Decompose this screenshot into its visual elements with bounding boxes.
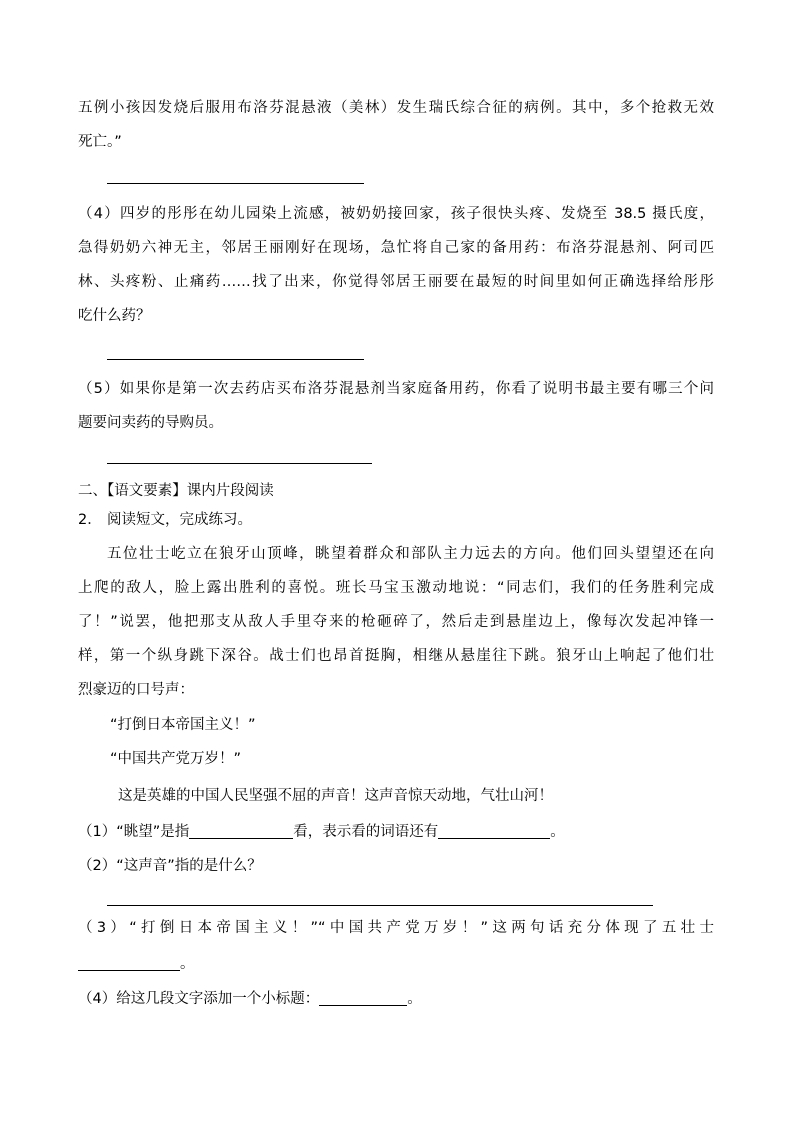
passage-line-4: 样，第一个纵身跳下深谷。战士们也昂首挺胸，相继从悬崖往下跳。狼牙山上响起了他们壮: [78, 648, 714, 664]
passage-closing: 这是英雄的中国人民坚强不屈的声音！这声音惊天动地，气壮山河！: [118, 788, 553, 804]
answer-line-3[interactable]: [107, 183, 364, 184]
question-3-end: 。: [180, 956, 195, 972]
question-4-line-2: 急得奶奶六神无主，邻居王丽刚好在现场，急忙将自己家的备用药：布洛芬混悬剂、阿司匹: [78, 240, 714, 256]
q-tail-line-2: 死亡。”: [78, 134, 122, 150]
passage-line-1: 五位壮士屹立在狼牙山顶峰，眺望着群众和部队主力远去的方向。他们回头望望还在向: [107, 546, 714, 562]
slogan-1: “打倒日本帝国主义！”: [110, 717, 256, 733]
slogan-2: “中国共产党万岁！”: [110, 751, 242, 767]
question-4-line-4: 吃什么药？: [78, 308, 151, 324]
answer-line-5[interactable]: [107, 463, 372, 464]
question-3-blank[interactable]: [78, 954, 180, 971]
answer-line-4[interactable]: [107, 359, 364, 360]
question-1-text-c: 。: [550, 824, 565, 840]
question-4-title-text: （4）给这几段文字添加一个小标题：: [78, 991, 320, 1007]
item-number: 2．: [78, 512, 102, 528]
question-2: （2）“这声音”指的是什么？: [78, 858, 262, 874]
question-2-answer-line[interactable]: [107, 905, 653, 906]
question-5-line-1: （5）如果你是第一次去药店买布洛芬混悬剂当家庭备用药，你看了说明书最主要有哪三个问: [78, 381, 714, 397]
passage-line-3: 了！”说罢，他把那支从敌人手里夺来的枪砸碎了，然后走到悬崖边上，像每次发起冲锋一: [78, 614, 714, 630]
question-4-title: [78, 989, 422, 1009]
question-1-text-b: 看，表示看的词语还有: [293, 824, 439, 840]
question-1-text-a: （1）“眺望”是指: [78, 824, 190, 840]
passage-line-2: 上爬的敌人，脸上露出胜利的喜悦。班长马宝玉激动地说：“同志们，我们的任务胜利完成: [78, 580, 714, 596]
question-3-line-2: [78, 954, 195, 974]
question-4-title-blank[interactable]: [319, 989, 407, 1006]
question-1-blank-b[interactable]: [438, 822, 550, 839]
instruction-text: 阅读短文，完成练习。: [107, 512, 252, 528]
q-tail-line-1: 五例小孩因发烧后服用布洛芬混悬液（美林）发生瑞氏综合征的病例。其中，多个抢救无效: [78, 100, 714, 116]
question-1: [78, 822, 565, 842]
question-5-line-2: 题要问卖药的导购员。: [78, 415, 223, 431]
question-4-line-3: 林、头疼粉、止痛药……找了出来，你觉得邻居王丽要在最短的时间里如何正确选择给彤彤: [78, 274, 714, 290]
question-4-title-end: 。: [407, 991, 422, 1007]
passage-line-5: 烈豪迈的口号声：: [78, 682, 194, 698]
section-heading: 二、【语文要素】课内片段阅读: [78, 483, 274, 499]
question-3-line-1: （3）“打倒日本帝国主义！”“中国共产党万岁！”这两句话充分体现了五壮士: [78, 920, 714, 936]
question-4-line-1: （4）四岁的彤彤在幼儿园染上流感，被奶奶接回家，孩子很快头疼、发烧至 38.5 摄氏度，: [78, 206, 714, 222]
question-1-blank-a[interactable]: [189, 822, 293, 839]
